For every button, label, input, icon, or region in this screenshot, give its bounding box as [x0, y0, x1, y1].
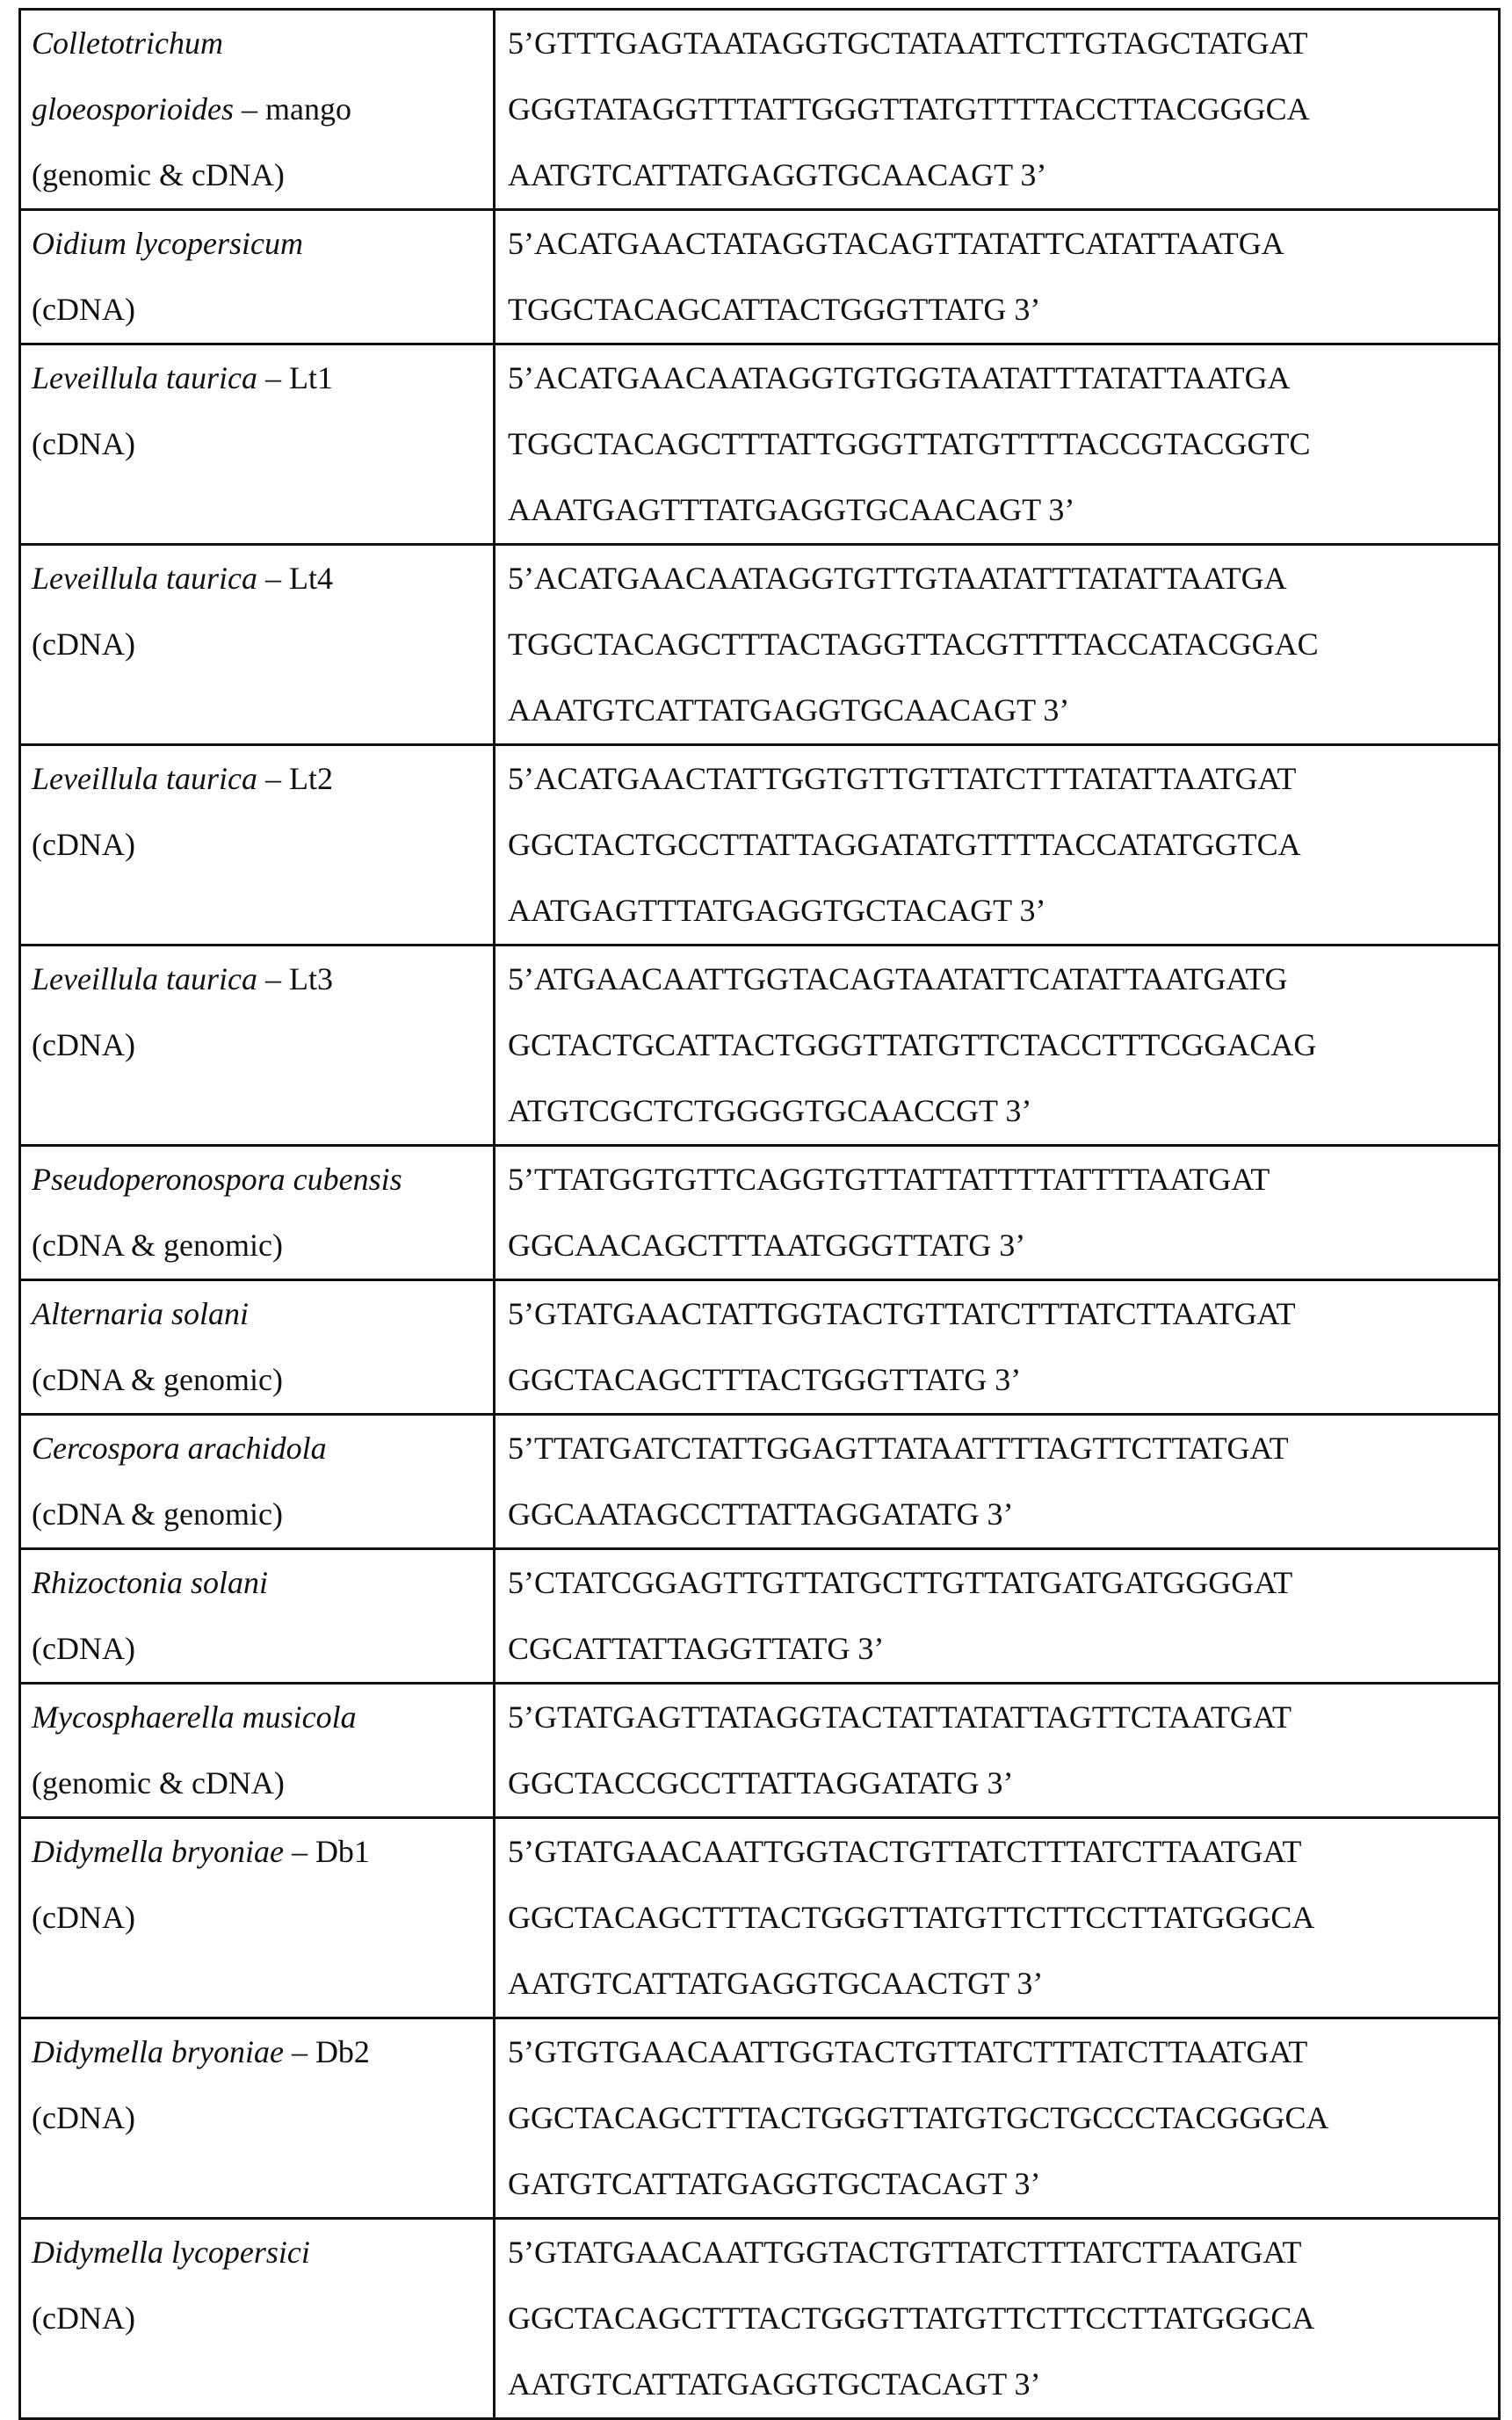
- sequence-line: AATGAGTTTATGAGGTGCTACAGT 3’: [508, 878, 1498, 944]
- organism-label-line: [32, 812, 493, 878]
- organism-cell: [20, 2219, 495, 2419]
- organism-detail: (cDNA): [32, 2300, 135, 2336]
- sequence-line: 5’GTGTGAACAATTGGTACTGTTATCTTTATCTTAATGAT: [508, 2019, 1498, 2085]
- sequence-line: GGCAATAGCCTTATTAGGATATG 3’: [508, 1482, 1498, 1547]
- sequence-cell: [495, 1549, 1500, 1684]
- sequence-line: GGCTACAGCTTTACTGGGTTATGTGCTGCCCTACGGGCA: [508, 2085, 1498, 2151]
- organism-cell: [20, 1684, 495, 1818]
- table-row: [20, 1818, 1500, 2018]
- organism-cell: [20, 1415, 495, 1549]
- organism-label-line: [32, 1550, 493, 1616]
- sequence-line: 5’GTATGAGTTATAGGTACTATTATATTAGTTCTAATGAT: [508, 1685, 1498, 1750]
- species-name: Didymella bryoniae: [32, 2034, 284, 2069]
- table-row: [20, 10, 1500, 210]
- organism-label-line: [32, 546, 493, 612]
- sequence-cell: [495, 1684, 1500, 1818]
- sequence-line: 5’ATGAACAATTGGTACAGTAATATTCATATTAATGATG: [508, 946, 1498, 1012]
- sequence-line: 5’CTATCGGAGTTGTTATGCTTGTTATGATGATGGGGAT: [508, 1550, 1498, 1616]
- organism-detail: – Db2: [284, 2034, 370, 2069]
- table-row: [20, 1415, 1500, 1549]
- species-name: Colletotrichum: [32, 25, 223, 61]
- table-row: [20, 210, 1500, 344]
- organism-cell: [20, 10, 495, 210]
- species-name: Oidium lycopersicum: [32, 226, 303, 261]
- sequence-line: 5’ACATGAACAATAGGTGTGGTAATATTTATATTAATGA: [508, 345, 1498, 411]
- species-name: Rhizoctonia solani: [32, 1565, 268, 1600]
- sequence-cell: [495, 745, 1500, 946]
- sequence-cell: [495, 1280, 1500, 1415]
- sequence-line: AATGTCATTATGAGGTGCAACAGT 3’: [508, 142, 1498, 208]
- species-name: Pseudoperonospora cubensis: [32, 1162, 402, 1197]
- organism-label-line: [32, 2019, 493, 2085]
- sequence-line: GGCTACTGCCTTATTAGGATATGTTTTACCATATGGTCA: [508, 812, 1498, 878]
- sequence-cell: [495, 210, 1500, 344]
- sequence-line: TGGCTACAGCTTTACTAGGTTACGTTTTACCATACGGAC: [508, 612, 1498, 677]
- organism-label-line: [32, 277, 493, 343]
- table-row: [20, 344, 1500, 545]
- sequence-line: 5’GTATGAACAATTGGTACTGTTATCTTTATCTTAATGAT: [508, 1819, 1498, 1885]
- organism-detail: (cDNA): [32, 292, 135, 327]
- organism-label-line: [32, 1213, 493, 1279]
- sequence-table-body: [20, 10, 1500, 2419]
- organism-detail: (cDNA): [32, 1631, 135, 1666]
- organism-label-line: [32, 746, 493, 812]
- organism-label-line: [32, 2085, 493, 2151]
- organism-detail: – Lt4: [257, 561, 333, 596]
- organism-detail: (cDNA): [32, 2100, 135, 2135]
- organism-label-line: [32, 142, 493, 208]
- organism-cell: [20, 1280, 495, 1415]
- sequence-line: AATGTCATTATGAGGTGCTACAGT 3’: [508, 2351, 1498, 2417]
- sequence-cell: [495, 1415, 1500, 1549]
- sequence-line: 5’GTATGAACAATTGGTACTGTTATCTTTATCTTAATGAT: [508, 2220, 1498, 2286]
- sequence-line: 5’TTATGGTGTTCAGGTGTTATTATTTTATTTTAATGAT: [508, 1147, 1498, 1213]
- sequence-cell: [495, 1818, 1500, 2018]
- sequence-line: CGCATTATTAGGTTATG 3’: [508, 1616, 1498, 1682]
- organism-cell: [20, 344, 495, 545]
- table-row: [20, 2219, 1500, 2419]
- organism-label-line: [32, 411, 493, 477]
- organism-detail: – Lt3: [257, 961, 333, 996]
- sequence-cell: [495, 344, 1500, 545]
- organism-detail: – Lt1: [257, 360, 333, 395]
- sequence-table: [18, 8, 1501, 2420]
- organism-detail: (cDNA & genomic): [32, 1228, 283, 1263]
- sequence-line: GGCTACCGCCTTATTAGGATATG 3’: [508, 1750, 1498, 1816]
- species-name: gloeosporioides: [32, 91, 234, 127]
- organism-detail: (genomic & cDNA): [32, 157, 285, 192]
- sequence-cell: [495, 545, 1500, 745]
- sequence-line: 5’ACATGAACAATAGGTGTTGTAATATTTATATTAATGA: [508, 546, 1498, 612]
- organism-detail: (cDNA): [32, 1900, 135, 1935]
- sequence-line: GATGTCATTATGAGGTGCTACAGT 3’: [508, 2151, 1498, 2217]
- species-name: Didymella bryoniae: [32, 1834, 284, 1869]
- table-row: [20, 1280, 1500, 1415]
- organism-label-line: [32, 946, 493, 1012]
- organism-detail: – Lt2: [257, 761, 333, 796]
- organism-cell: [20, 1818, 495, 2018]
- organism-label-line: [32, 345, 493, 411]
- organism-detail: (cDNA & genomic): [32, 1496, 283, 1532]
- organism-label-line: [32, 11, 493, 76]
- sequence-cell: [495, 946, 1500, 1146]
- sequence-line: GCTACTGCATTACTGGGTTATGTTCTACCTTTCGGACAG: [508, 1012, 1498, 1078]
- organism-detail: – mango: [234, 91, 351, 127]
- organism-label-line: [32, 1616, 493, 1682]
- table-row: [20, 745, 1500, 946]
- organism-label-line: [32, 2286, 493, 2351]
- organism-label-line: [32, 1819, 493, 1885]
- table-row: [20, 946, 1500, 1146]
- sequence-line: TGGCTACAGCTTTATTGGGTTATGTTTTACCGTACGGTC: [508, 411, 1498, 477]
- sequence-cell: [495, 2219, 1500, 2419]
- sequence-line: AAATGTCATTATGAGGTGCAACAGT 3’: [508, 677, 1498, 743]
- organism-label-line: [32, 1750, 493, 1816]
- species-name: Leveillula taurica: [32, 561, 257, 596]
- sequence-line: TGGCTACAGCATTACTGGGTTATG 3’: [508, 277, 1498, 343]
- sequence-line: AATGTCATTATGAGGTGCAACTGT 3’: [508, 1951, 1498, 2017]
- organism-detail: (cDNA): [32, 827, 135, 862]
- organism-label-line: [32, 1347, 493, 1413]
- organism-detail: – Db1: [284, 1834, 370, 1869]
- organism-detail: (cDNA): [32, 627, 135, 662]
- table-row: [20, 1684, 1500, 1818]
- organism-detail: (cDNA & genomic): [32, 1362, 283, 1397]
- organism-detail: (cDNA): [32, 426, 135, 461]
- organism-label-line: [32, 612, 493, 677]
- sequence-line: 5’GTTTGAGTAATAGGTGCTATAATTCTTGTAGCTATGAT: [508, 11, 1498, 76]
- sequence-line: 5’ACATGAACTATAGGTACAGTTATATTCATATTAATGA: [508, 211, 1498, 277]
- organism-detail: (genomic & cDNA): [32, 1765, 285, 1801]
- organism-label-line: [32, 211, 493, 277]
- species-name: Leveillula taurica: [32, 961, 257, 996]
- table-row: [20, 1549, 1500, 1684]
- organism-label-line: [32, 1482, 493, 1547]
- organism-cell: [20, 745, 495, 946]
- sequence-line: GGCTACAGCTTTACTGGGTTATG 3’: [508, 1347, 1498, 1413]
- sequence-line: AAATGAGTTTATGAGGTGCAACAGT 3’: [508, 477, 1498, 543]
- sequence-cell: [495, 2018, 1500, 2219]
- sequence-line: GGCAACAGCTTTAATGGGTTATG 3’: [508, 1213, 1498, 1279]
- table-row: [20, 2018, 1500, 2219]
- organism-label-line: [32, 76, 493, 142]
- table-row: [20, 545, 1500, 745]
- sequence-line: 5’GTATGAACTATTGGTACTGTTATCTTTATCTTAATGAT: [508, 1281, 1498, 1347]
- organism-label-line: [32, 1147, 493, 1213]
- sequence-cell: [495, 10, 1500, 210]
- sequence-line: GGCTACAGCTTTACTGGGTTATGTTCTTCCTTATGGGCA: [508, 1885, 1498, 1951]
- species-name: Cercospora arachidola: [32, 1431, 327, 1466]
- organism-cell: [20, 1549, 495, 1684]
- organism-label-line: [32, 1012, 493, 1078]
- sequence-line: 5’TTATGATCTATTGGAGTTATAATTTTAGTTCTTATGAT: [508, 1416, 1498, 1482]
- organism-cell: [20, 545, 495, 745]
- sequence-line: 5’ACATGAACTATTGGTGTTGTTATCTTTATATTAATGAT: [508, 746, 1498, 812]
- organism-detail: (cDNA): [32, 1027, 135, 1062]
- organism-label-line: [32, 2220, 493, 2286]
- organism-cell: [20, 210, 495, 344]
- organism-cell: [20, 1146, 495, 1280]
- sequence-cell: [495, 1146, 1500, 1280]
- sequence-line: GGCTACAGCTTTACTGGGTTATGTTCTTCCTTATGGGCA: [508, 2286, 1498, 2351]
- organism-cell: [20, 946, 495, 1146]
- sequence-line: GGGTATAGGTTTATTGGGTTATGTTTTACCTTACGGGCA: [508, 76, 1498, 142]
- species-name: Leveillula taurica: [32, 761, 257, 796]
- organism-cell: [20, 2018, 495, 2219]
- species-name: Alternaria solani: [32, 1296, 249, 1331]
- organism-label-line: [32, 1416, 493, 1482]
- organism-label-line: [32, 1281, 493, 1347]
- sequence-line: ATGTCGCTCTGGGGTGCAACCGT 3’: [508, 1078, 1498, 1144]
- species-name: Mycosphaerella musicola: [32, 1699, 357, 1735]
- organism-label-line: [32, 1885, 493, 1951]
- table-row: [20, 1146, 1500, 1280]
- organism-label-line: [32, 1685, 493, 1750]
- species-name: Leveillula taurica: [32, 360, 257, 395]
- species-name: Didymella lycopersici: [32, 2235, 310, 2270]
